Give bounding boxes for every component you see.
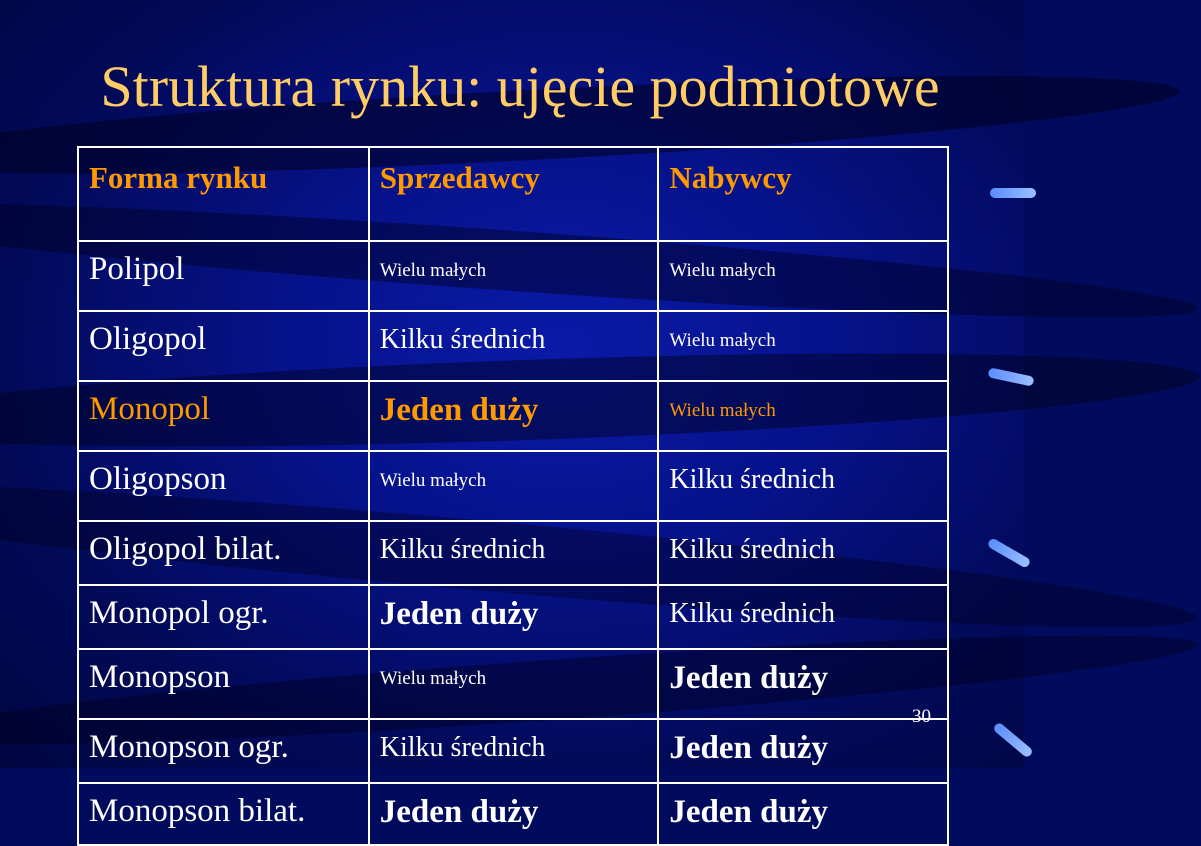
table-row <box>78 241 948 311</box>
cell-buyers: Wielu małych <box>658 241 948 311</box>
cell-form: Oligopol <box>78 311 369 381</box>
cell-sellers: Jeden duży <box>369 783 659 845</box>
cell-buyers: Wielu małych <box>658 381 948 451</box>
cell-form: Monopson <box>78 649 369 719</box>
market-structure-table <box>77 146 949 846</box>
cell-sellers: Kilku średnich <box>369 311 659 381</box>
header-cell-form: Forma rynku <box>78 147 369 241</box>
table-row <box>78 719 948 783</box>
header-cell-buyers: Nabywcy <box>658 147 948 241</box>
cell-sellers: Kilku średnich <box>369 719 659 783</box>
decorative-dash <box>990 188 1036 198</box>
cell-buyers: Jeden duży <box>658 649 948 719</box>
cell-sellers: Jeden duży <box>369 585 659 649</box>
cell-form: Monopson bilat. <box>78 783 369 845</box>
table-row <box>78 311 948 381</box>
cell-form: Monopson ogr. <box>78 719 369 783</box>
table-row <box>78 783 948 845</box>
cell-buyers: Kilku średnich <box>658 585 948 649</box>
cell-buyers: Jeden duży <box>658 783 948 845</box>
cell-form: Oligopson <box>78 451 369 521</box>
cell-buyers: Wielu małych <box>658 311 948 381</box>
table-row <box>78 451 948 521</box>
cell-buyers: Kilku średnich <box>658 521 948 585</box>
cell-sellers: Wielu małych <box>369 649 659 719</box>
header-cell-sellers: Sprzedawcy <box>369 147 659 241</box>
table-header-row <box>78 147 948 241</box>
cell-sellers: Jeden duży <box>369 381 659 451</box>
cell-buyers: Jeden duży <box>658 719 948 783</box>
cell-form: Polipol <box>78 241 369 311</box>
slide-title: Struktura rynku: ujęcie podmiotowe <box>100 54 940 119</box>
decorative-dash <box>987 537 1032 569</box>
page-number: 30 <box>912 706 931 727</box>
cell-sellers: Wielu małych <box>369 451 659 521</box>
cell-form: Monopol <box>78 381 369 451</box>
cell-sellers: Wielu małych <box>369 241 659 311</box>
table-row <box>78 381 948 451</box>
cell-form: Monopol ogr. <box>78 585 369 649</box>
cell-buyers: Kilku średnich <box>658 451 948 521</box>
decorative-dash <box>992 721 1034 758</box>
table-row <box>78 521 948 585</box>
cell-form: Oligopol bilat. <box>78 521 369 585</box>
cell-sellers: Kilku średnich <box>369 521 659 585</box>
table-row <box>78 649 948 719</box>
table-row <box>78 585 948 649</box>
